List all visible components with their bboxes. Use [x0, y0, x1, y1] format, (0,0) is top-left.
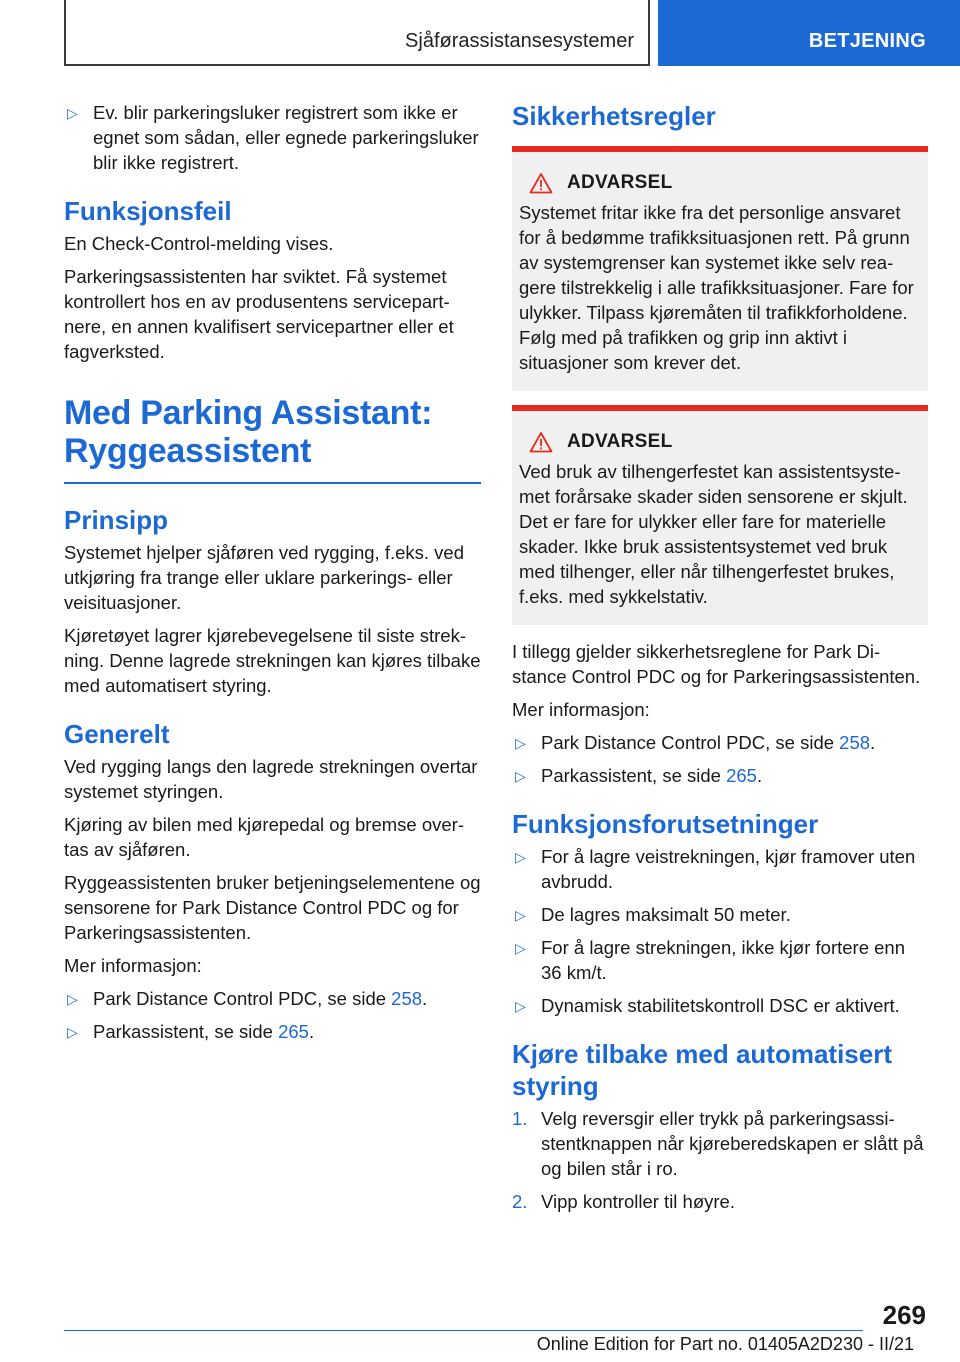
page-link[interactable]: 265 [278, 1021, 309, 1042]
triangle-right-icon: ▷ [67, 1024, 78, 1040]
page-number: 269 [882, 1300, 926, 1330]
paragraph: En Check-Control-melding vises. [64, 233, 334, 254]
paragraph: Kjøring av bilen med kjørepedal og bremse overtas av sjåføren. [64, 814, 464, 860]
step-number: 2. [512, 1191, 528, 1212]
more-info-label: Mer informasjon: [64, 955, 202, 976]
warning-box [512, 146, 928, 391]
requirements-heading: Funksjonsforutsetninger [512, 809, 819, 839]
list-item: ▷ For å lagre veistrekningen, kjør framover uten avbrudd. [515, 846, 916, 892]
triangle-right-icon: ▷ [515, 998, 526, 1014]
list-item: ▷ For å lagre strekningen, ikke kjør fortere enn 36 km/t. [515, 937, 905, 983]
list-item: ▷ Park Distance Control PDC, se side 258. [64, 986, 481, 1011]
step-item: 1. Velg reversgir eller trykk på parkeringsassistentknappen når kjøreberedskapen er slått på og bilen står i ro. [512, 1108, 924, 1179]
step-number: 1. [512, 1108, 528, 1129]
drive-back-heading: Kjøre tilbake med automatisert styring [512, 1039, 892, 1101]
triangle-right-icon: ▷ [67, 105, 78, 121]
triangle-right-icon: ▷ [515, 735, 526, 751]
warning-text: Ved bruk av tilhengerfestet kan assistentsystemet forårsake skader siden sensorene er skjult. Det er fare for ulykker eller fare for materielle skader. Ikke bruk assistentsystemet ved bruk med tilhenger, eller når tilhengerfestet brukes, f.eks. med sykkelstativ. [519, 461, 908, 607]
page-link[interactable]: 265 [726, 765, 757, 786]
right-column [512, 100, 928, 1222]
triangle-right-icon: ▷ [515, 907, 526, 923]
paragraph: Ryggeassistenten bruker betjeningselementene og sensorene for Park Distance Control PDC og for Parkeringsassistenten. [64, 872, 481, 943]
principle-heading: Prinsipp [64, 505, 169, 535]
general-heading: Generelt [64, 719, 170, 749]
paragraph: Parkeringsassistenten har sviktet. Få systemet kontrollert hos en av produsentens servicepartnere, en annen kvalifisert servicepartner eller et fagverksted. [64, 266, 454, 362]
fault-heading: Funksjonsfeil [64, 196, 232, 226]
step-item: 2. Vipp kontroller til høyre. [512, 1191, 735, 1212]
more-info-label: Mer informasjon: [512, 699, 650, 720]
triangle-right-icon: ▷ [67, 991, 78, 1007]
warning-triangle-icon [529, 431, 553, 453]
list-item: ▷ Park Distance Control PDC, se side 258. [512, 730, 928, 755]
header-section-title: Sjåførassistansesystemer [405, 30, 634, 52]
heading-rule [64, 482, 481, 484]
warning-header [529, 172, 920, 194]
warning-triangle-icon [529, 172, 553, 194]
list-item: ▷ Ev. blir parkeringsluker registrert som ikke er egnet som sådan, eller egnede parkeringsluker blir ikke registrert. [67, 102, 479, 173]
main-heading: Med Parking Assistant: Ryggeassistent [64, 394, 433, 470]
triangle-right-icon: ▷ [515, 768, 526, 784]
footer-edition: Online Edition for Part no. 01405A2D230 - II/21 [536, 1334, 914, 1354]
header-chapter-label: BETJENING [808, 30, 926, 52]
triangle-right-icon: ▷ [515, 940, 526, 956]
warning-text: Systemet fritar ikke fra det personlige ansvaret for å bedømme trafikksituasjonen rett. På grunn av systemgrenser kan systemet ikke selv reagere tilstrekkelig i alle trafikksituasjoner. Fare for ulykker. Tilpass kjøremåten til trafikkforholdene. Følg med på trafikken og grip inn aktivt i situasjoner som krever det. [519, 202, 914, 373]
list-item: ▷ Parkassistent, se side 265. [64, 1019, 481, 1044]
paragraph: Systemet hjelper sjåføren ved rygging, f.eks. ved utkjøring fra trange eller uklare parkerings- eller veisituasjoner. [64, 542, 464, 613]
list-item: ▷ Parkassistent, se side 265. [512, 763, 928, 788]
paragraph: Ved rygging langs den lagrede strekningen overtar systemet styringen. [64, 756, 478, 802]
paragraph: Kjøretøyet lagrer kjørebevegelsene til siste strekning. Denne lagrede strekningen kan kjøres tilbake med automatisert styring. [64, 625, 481, 696]
paragraph: I tillegg gjelder sikkerhetsreglene for Park Distance Control PDC og for Parkeringsassistenten. [512, 641, 921, 687]
triangle-right-icon: ▷ [515, 849, 526, 865]
list-item: ▷ De lagres maksimalt 50 meter. [512, 902, 928, 927]
warning-box [512, 405, 928, 625]
warning-label: ADVARSEL [567, 172, 673, 193]
left-column [64, 100, 481, 1052]
header-section-box [64, 0, 650, 66]
warning-header [529, 431, 920, 453]
safety-heading: Sikkerhetsregler [512, 101, 716, 131]
page-link[interactable]: 258 [839, 732, 871, 753]
warning-label: ADVARSEL [567, 431, 673, 452]
header-chapter-tab[interactable] [658, 0, 960, 66]
page-link[interactable]: 258 [391, 988, 423, 1009]
list-item: ▷ Dynamisk stabilitetskontroll DSC er aktivert. [512, 993, 928, 1018]
footer-rule [64, 1330, 863, 1331]
